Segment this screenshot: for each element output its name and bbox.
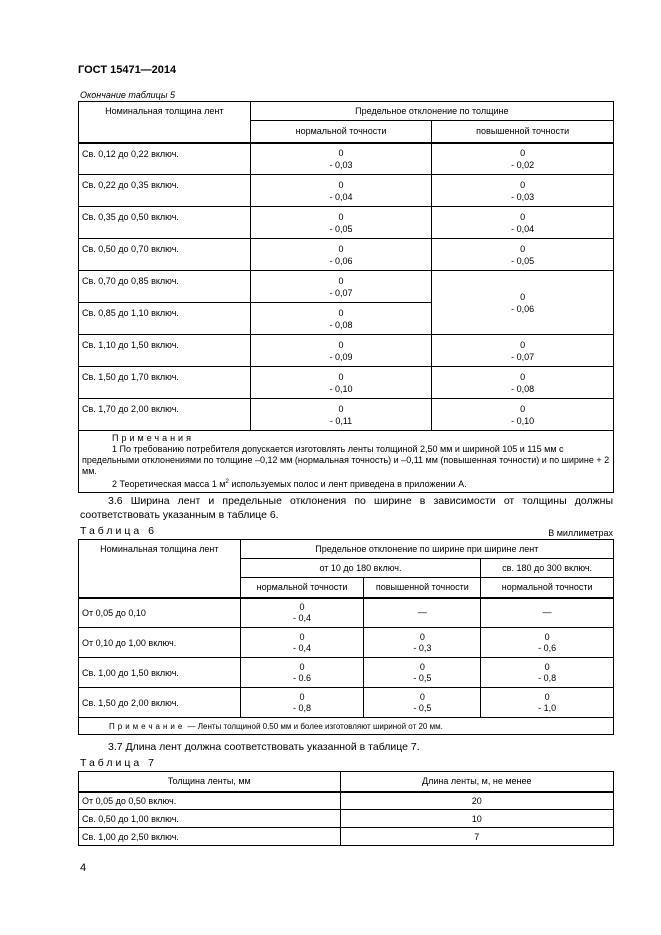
col-length-header: Длина ленты, м, не менее (340, 772, 613, 792)
table-row: Св. 1,50 до 2,00 включ. 0 - 0,8 0 - 0,5 0 - 1,0 (79, 688, 614, 718)
col-high-header: повышенной точности (364, 578, 481, 598)
table-row: Св. 0,50 до 0,70 включ. 0 - 0,06 0 - 0,05 (79, 239, 614, 271)
col-range1-header: от 10 до 180 включ. (240, 559, 481, 578)
col-normal-header: нормальной точности (250, 121, 432, 143)
col-thickness-header: Номинальная толщина лент (79, 102, 251, 143)
table-5 (78, 101, 614, 493)
col-range2-header: св. 180 до 300 включ. (481, 559, 614, 578)
col-deviation-header: Предельное отклонение по толщине (250, 102, 613, 121)
table7-caption: Таблица 7 (80, 757, 157, 769)
table5-caption: Окончание таблицы 5 (80, 90, 175, 100)
note-1: 1 По требованию потребителя допускается изготовлять ленты толщиной 2,50 мм и шириной 105 и 115 мм с предельными отклонениями по толщине –0,12 мм (нормальная точность) и –0,11 мм (повышенная точности) и по ширине + 2 мм. (82, 444, 610, 476)
table-row: Св. 0,12 до 0,22 включ. 0 - 0,03 0 - 0,02 (79, 143, 614, 175)
table-row: Св. 1,00 до 2,50 включ. 7 (79, 828, 614, 846)
table-row: Св. 0,70 до 0,85 включ. 0 - 0,07 0 - 0,06 (79, 271, 614, 303)
table-row: Св. 0,22 до 0,35 включ. 0 - 0,04 0 - 0,03 (79, 175, 614, 207)
col-thickness-header: Номинальная толщина лент (79, 540, 241, 598)
note-2: 2 Теоретическая масса 1 $м^2$ используемых полос и лент приведена в приложении А. (112, 479, 467, 489)
table6-note: Примечание — Ленты толщиной 0.50 мм и более изготовляют шириной от 20 мм. (79, 718, 614, 735)
paragraph-3-6: 3.6 Ширина лент и предельные отклонения по ширине в зависимости от толщины должны соответствовать указанным в таблице 6. (80, 495, 613, 521)
paragraph-3-7: 3.7 Длина лент должна соответствовать указанной в таблице 7. (108, 741, 420, 753)
col-thickness-header: Толщина ленты, мм (79, 772, 341, 792)
table6-units: В миллиметрах (548, 528, 613, 538)
col-normal2-header: нормальной точности (481, 578, 614, 598)
table-row: От 0,05 до 0,50 включ. 20 (79, 792, 614, 810)
col-high-header: повышенной точности (432, 121, 614, 143)
table-row: От 0,10 до 1,00 включ. 0 - 0,4 0 - 0,3 0 - 0,6 (79, 628, 614, 658)
document-code: ГОСТ 15471—2014 (78, 64, 177, 76)
table-row: Св. 1,00 до 1,50 включ. 0 - 0.6 0 - 0,5 0 - 0,8 (79, 658, 614, 688)
table-row: Св. 1,50 до 1,70 включ. 0 - 0,10 0 - 0,08 (79, 367, 614, 399)
col-normal-header: нормальной точности (240, 578, 364, 598)
table5-notes (79, 431, 614, 493)
table-7 (78, 771, 614, 846)
page-number: 4 (80, 862, 87, 874)
table-row: Св. 1,70 до 2,00 включ. 0 - 0,11 0 - 0,10 (79, 399, 614, 431)
table-row: Св. 0,35 до 0,50 включ. 0 - 0,05 0 - 0,04 (79, 207, 614, 239)
table6-caption: Таблица 6 (80, 525, 157, 537)
col-deviation-header: Предельное отклонение по ширине при ширине лент (240, 540, 613, 559)
table-row: От 0,05 до 0,10 0 - 0,4 — — (79, 598, 614, 628)
notes-title: Примечания (112, 433, 194, 443)
table-row: Св. 1,10 до 1,50 включ. 0 - 0,09 0 - 0,07 (79, 335, 614, 367)
table-row: Св. 0,85 до 1,10 включ. 0 - 0,08 (79, 303, 614, 335)
table-6 (78, 539, 614, 735)
table-row: Св. 0,50 до 1,00 включ. 10 (79, 810, 614, 828)
